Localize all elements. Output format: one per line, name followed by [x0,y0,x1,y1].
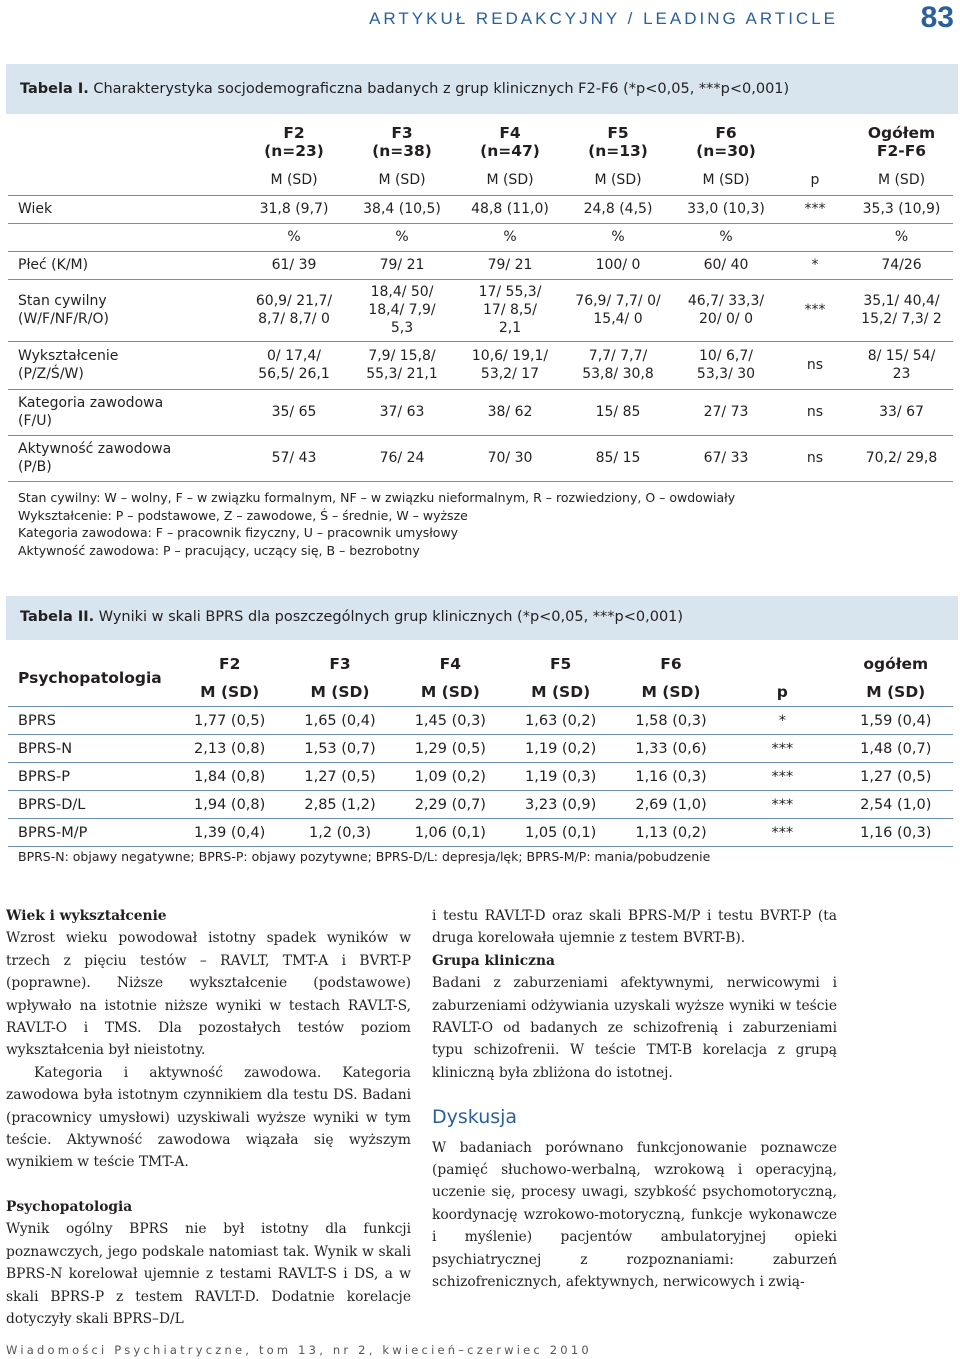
table1-column-header: M (SD) [456,166,564,195]
table-cell: 35/ 65 [240,389,348,435]
table-row [8,819,953,847]
row-label: BPRS [8,707,175,735]
table1-column-header: % [564,223,672,251]
table2-column-header: M (SD) [285,678,395,707]
table-cell: 1,63 (0,2) [506,707,616,735]
row-label: Płeć (K/M) [8,251,240,279]
paragraph: Badani z zaburzeniami afektywnymi, nerwicowymi i zaburzeniami odżywiania uzyskali wyższe wyniki w teście RAVLT-O od badanych ze schizofrenią i zaburzeniami typu schizofrenii. W teście TMT-B korelacja z grupą kliniczną była zbliżona do istotnej. [432,975,837,1081]
table1-note: Aktywność zawodowa: P – pracujący, uczący się, B – bezrobotny [18,542,420,558]
table-cell: ns [780,341,850,389]
table1-column-header: % [456,223,564,251]
table-cell: 1,09 (0,2) [395,763,505,791]
page-number: 83 [920,1,954,34]
table-cell: 1,58 (0,3) [616,707,726,735]
table-row [8,435,953,481]
subheading: Psychopatologia [6,1198,133,1215]
table-cell: 74/26 [850,251,953,279]
table1-column-header: p [780,166,850,195]
table-cell: *** [726,763,838,791]
table1-pct-header-row [8,223,953,251]
table-cell: * [726,707,838,735]
table-cell: 7,9/ 15,8/ 55,3/ 21,1 [348,341,456,389]
paragraph: i testu RAVLT-D oraz skali BPRS-M/P i testu BVRT-P (ta druga korelowała ujemnie z testem BVRT-B). [432,908,837,947]
table-cell: ns [780,435,850,481]
table1-group-header: Ogółem F2-F6 [867,124,936,160]
table1-group-header: F3 (n=38) [372,124,432,160]
table2-caption-label: Tabela II. [20,609,95,625]
table-cell: 33/ 67 [850,389,953,435]
table-cell: 1,48 (0,7) [839,735,953,763]
table-cell: *** [726,791,838,819]
table-row [8,279,953,341]
table-cell: 2,13 (0,8) [175,735,285,763]
table2-group-header: ogółem [863,655,929,673]
section-heading: Dyskusja [432,1106,518,1129]
table-cell: 46,7/ 33,3/ 20/ 0/ 0 [672,279,780,341]
table-cell: 1,05 (0,1) [506,819,616,847]
table2-corner-label: Psychopatologia [8,650,175,707]
table-cell: 31,8 (9,7) [240,195,348,223]
table-cell: 1,94 (0,8) [175,791,285,819]
table-cell: 2,29 (0,7) [395,791,505,819]
table-row [8,707,953,735]
table-cell: 17/ 55,3/ 17/ 8,5/ 2,1 [456,279,564,341]
table-cell: 1,27 (0,5) [285,763,395,791]
table1-column-header: M (SD) [850,166,953,195]
row-label: Stan cywilny (W/F/NF/R/O) [8,279,240,341]
table-cell: 33,0 (10,3) [672,195,780,223]
subheading: Grupa kliniczna [432,952,555,969]
row-label: Kategoria zawodowa (F/U) [8,389,240,435]
table1-column-header: M (SD) [672,166,780,195]
table-cell: 3,23 (0,9) [506,791,616,819]
table1-caption [6,64,958,114]
table1-column-header: % [240,223,348,251]
table-cell: 48,8 (11,0) [456,195,564,223]
table-cell: 8/ 15/ 54/ 23 [850,341,953,389]
table-cell: 57/ 43 [240,435,348,481]
table-cell: 27/ 73 [672,389,780,435]
table-cell: 79/ 21 [348,251,456,279]
table1-column-header: % [672,223,780,251]
table-cell: 18,4/ 50/ 18,4/ 7,9/ 5,3 [348,279,456,341]
table-cell: 1,59 (0,4) [839,707,953,735]
body-column-right [432,905,837,1294]
row-label: BPRS-N [8,735,175,763]
paragraph: Wynik ogólny BPRS nie był istotny dla funkcji poznawczych, jego podskale natomiast tak. Wynik w skali BPRS-N korelował ujemnie z testami RAVLT-S i DS, a w skali BPRS-P z testem RAVLT-D. Dodatnie korelacje dotyczyły skali BPRS–D/L [6,1221,411,1327]
row-label: Wykształcenie (P/Z/Ś/W) [8,341,240,389]
table1 [8,118,953,482]
table-cell: 2,54 (1,0) [839,791,953,819]
row-label: Wiek [8,195,240,223]
table-cell: 1,29 (0,5) [395,735,505,763]
table-cell: 1,19 (0,2) [506,735,616,763]
table-row [8,763,953,791]
table-cell: 1,77 (0,5) [175,707,285,735]
table1-msd-header-row [8,166,953,195]
table1-group-header: F5 (n=13) [588,124,648,160]
table-cell: 10/ 6,7/ 53,3/ 30 [672,341,780,389]
table-cell: 1,2 (0,3) [285,819,395,847]
table2 [8,650,953,847]
table-cell: 1,53 (0,7) [285,735,395,763]
table-row [8,389,953,435]
table-cell: 24,8 (4,5) [564,195,672,223]
paragraph: Kategoria i aktywność zawodowa. Kategoria zawodowa była istotnym czynnikiem dla testu DS. Badani (pracownicy umysłowi) uzyskiwali wyższe wyniki w tym teście. Aktywność zawodowa wiązała się wyższym wynikiem w teście TMT-A. [6,1064,411,1171]
table2-column-header: M (SD) [395,678,505,707]
table1-caption-label: Tabela I. [20,81,89,97]
table-cell: 1,39 (0,4) [175,819,285,847]
table-cell: *** [726,819,838,847]
table2-column-header: M (SD) [506,678,616,707]
table-cell: 38/ 62 [456,389,564,435]
table-cell: * [780,251,850,279]
table-row [8,735,953,763]
table-cell: 85/ 15 [564,435,672,481]
table-cell: *** [780,195,850,223]
table-cell: 1,84 (0,8) [175,763,285,791]
table-cell: 10,6/ 19,1/ 53,2/ 17 [456,341,564,389]
table-cell: 67/ 33 [672,435,780,481]
table1-group-header: F6 (n=30) [696,124,756,160]
running-header-title: ARTYKUŁ REDAKCYJNY / LEADING ARTICLE [369,9,838,28]
table-cell: 60,9/ 21,7/ 8,7/ 8,7/ 0 [240,279,348,341]
table-cell: ns [780,389,850,435]
row-label: BPRS-P [8,763,175,791]
table2-group-header: F3 [329,655,351,673]
table-cell: 1,13 (0,2) [616,819,726,847]
table-row [8,791,953,819]
table-cell: 35,1/ 40,4/ 15,2/ 7,3/ 2 [850,279,953,341]
paragraph: Wzrost wieku powodował istotny spadek wyników w trzech z pięciu testów – RAVLT, TMT-A i BVRT-P (poprawne). Niższe wykształcenie (podstawowe) wpływało na istotnie niższe wyniki w testach RAVLT-S, RAVLT-O i TMS. Dla pozostałych testów poziom wykształcenia był nieistotny. [6,930,411,1059]
paragraph: W badaniach porównano funkcjonowanie poznawcze (pamięć słuchowo-werbalną, wzrokową i operacyjną, uczenie się, procesy uwagi, szybkość psychomotoryczną, koordynację wzrokowo-motoryczną, funkcje wykonawcze i myślenie) pacjentów ambulatoryjnej opieki psychiatrycznej z rozpoznaniami: zaburzeń schizofrenicznych, afektywnych, nerwicowych i zwią- [432,1139,837,1291]
table-cell: 70/ 30 [456,435,564,481]
table1-note: Wykształcenie: P – podstawowe, Z – zawodowe, Ś – średnie, W – wyższe [18,507,468,523]
table-cell: 100/ 0 [564,251,672,279]
table1-group-header: F2 (n=23) [264,124,324,160]
table1-group-header: F4 (n=47) [480,124,540,160]
table-cell: 1,19 (0,3) [506,763,616,791]
table2-column-header: M (SD) [175,678,285,707]
table-cell: *** [780,279,850,341]
table1-column-header: M (SD) [240,166,348,195]
table1-caption-text: Charakterystyka socjodemograficzna badanych z grup klinicznych F2-F6 (*p<0,05, ***p<0,001) [88,81,790,97]
table2-group-header-row [8,650,953,678]
table1-group-header-row [8,118,953,166]
table2-note: BPRS-N: objawy negatywne; BPRS-P: objawy pozytywne; BPRS-D/L: depresja/lęk; BPRS-M/P: mania/pobudzenie [18,849,711,864]
table-cell: 1,27 (0,5) [839,763,953,791]
running-header [0,0,960,40]
table2-column-header: M (SD) [839,678,953,707]
body-column-left [6,905,411,1330]
table-cell: 1,16 (0,3) [839,819,953,847]
table-cell: 2,69 (1,0) [616,791,726,819]
table2-column-header: M (SD) [616,678,726,707]
table2-group-header: F5 [549,655,572,673]
table-cell: 35,3 (10,9) [850,195,953,223]
table1-column-header: M (SD) [348,166,456,195]
table2-caption [6,596,958,640]
table-cell: 37/ 63 [348,389,456,435]
table-cell: 76,9/ 7,7/ 0/ 15,4/ 0 [564,279,672,341]
table2-column-header: p [726,678,838,707]
table2-group-header: F2 [218,655,241,673]
table-cell: 61/ 39 [240,251,348,279]
table2-caption-text: Wyniki w skali BPRS dla poszczególnych grup klinicznych (*p<0,05, ***p<0,001) [94,609,684,625]
table-cell: 38,4 (10,5) [348,195,456,223]
table2-group-header: F6 [660,655,682,673]
table1-note: Stan cywilny: W – wolny, F – w związku formalnym, NF – w związku nieformalnym, R – rozwiedziony, O – owdowiały [18,490,736,505]
table-cell: 70,2/ 29,8 [850,435,953,481]
table2-group-header: F4 [439,655,462,673]
table1-column-header: % [850,223,953,251]
table-row [8,251,953,279]
table1-notes [18,489,735,559]
table-cell: 79/ 21 [456,251,564,279]
table1-column-header: % [348,223,456,251]
table-cell: 1,65 (0,4) [285,707,395,735]
table-cell: *** [726,735,838,763]
row-label: BPRS-D/L [8,791,175,819]
table1-column-header: M (SD) [564,166,672,195]
table1-note: Kategoria zawodowa: F – pracownik fizyczny, U – pracownik umysłowy [18,525,459,540]
table-cell: 1,45 (0,3) [395,707,505,735]
journal-footer: Wiadomości Psychiatryczne, tom 13, nr 2, kwiecień–czerwiec 2010 [6,1343,592,1357]
table-cell: 2,85 (1,2) [285,791,395,819]
table-cell: 1,06 (0,1) [395,819,505,847]
table-cell: 76/ 24 [348,435,456,481]
table-row [8,195,953,223]
subheading: Wiek i wykształcenie [6,908,167,924]
table-cell: 0/ 17,4/ 56,5/ 26,1 [240,341,348,389]
table-cell: 7,7/ 7,7/ 53,8/ 30,8 [564,341,672,389]
table-cell: 60/ 40 [672,251,780,279]
table-cell: 1,16 (0,3) [616,763,726,791]
row-label: Aktywność zawodowa (P/B) [8,435,240,481]
row-label: BPRS-M/P [8,819,175,847]
table-cell: 15/ 85 [564,389,672,435]
table-row [8,341,953,389]
table-cell: 1,33 (0,6) [616,735,726,763]
